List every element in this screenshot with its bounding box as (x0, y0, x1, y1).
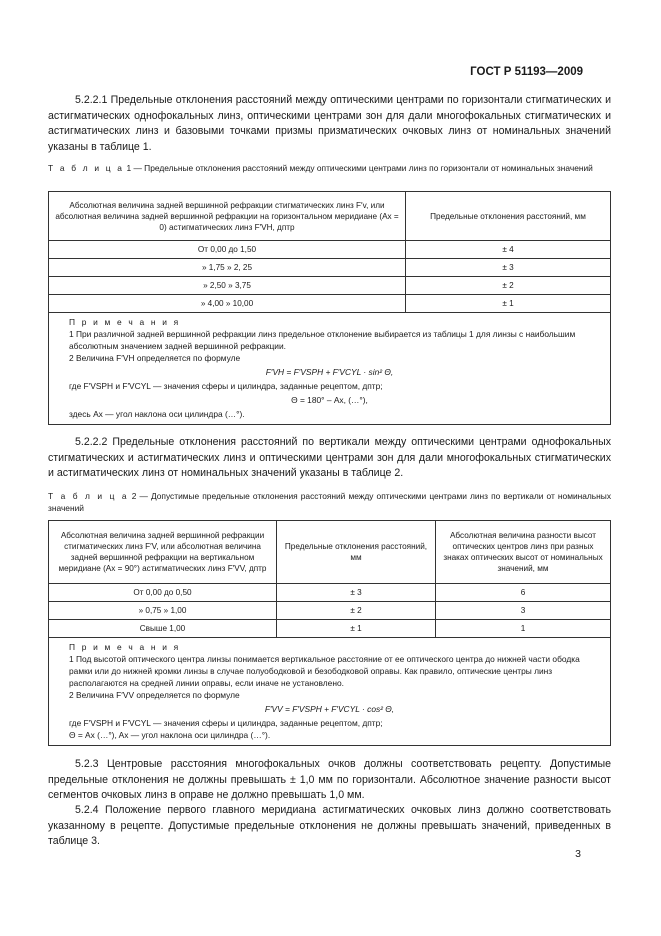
section-5-2-4: 5.2.4 Положение первого главного меридиана астигматических очковых линз должно соответствовать указанному в рецепте. Допустимые предельные отклонения не должны превышать значений, приведенных в таблице 3. (48, 804, 611, 847)
table-row (49, 584, 611, 602)
table2-tol: ± 1 (277, 620, 436, 638)
table1-range: » 1,75 » 2, 25 (49, 259, 406, 277)
table2-diff: 3 (436, 602, 611, 620)
table2-notes (49, 638, 611, 746)
table2-col2-header: Предельные отклонения расстояний, мм (277, 521, 436, 584)
section-5-2-3: 5.2.3 Центровые расстояния многофокальных очков должны соответствовать рецепту. Допустимые предельные отклонения не должны превышать ± 1,0 мм по горизонтали. Абсолютное значение разности высот сегментов очковых линз в оправе не должно превышать 1,0 мм. (48, 758, 611, 801)
table1-tol: ± 3 (406, 259, 611, 277)
page-number: 3 (575, 848, 581, 860)
table2-col3-header: Абсолютная величина разности высот оптических центров линз при разных знаках оптических высот от номинальных значений, мм (436, 521, 611, 584)
table1-tol: ± 2 (406, 277, 611, 295)
table2-range: » 0,75 » 1,00 (49, 602, 277, 620)
table1-where: где F′VSPH и F′VCYL — значения сферы и цилиндра, заданные рецептом, дптр; (69, 381, 383, 391)
table2-caption-text: 2 — Допустимые предельные отклонения расстояний между оптическими центрами линз по вертикали от номинальных значений (48, 491, 612, 513)
table-1 (48, 191, 611, 425)
table2-diff: 1 (436, 620, 611, 638)
table-row (49, 295, 611, 313)
table2-where: где F′VSPH и F′VCYL — значения сферы и цилиндра, заданные рецептом, дптр; (69, 718, 383, 728)
document-id: ГОСТ Р 51193—2009 (470, 66, 583, 78)
table1-tol: ± 1 (406, 295, 611, 313)
table2-note-2: 2 Величина F′VV определяется по формуле (69, 690, 240, 700)
table-row (49, 277, 611, 295)
table2-tol: ± 3 (277, 584, 436, 602)
table1-col1-header: Абсолютная величина задней вершинной рефракции стигматических линз F′v, или абсолютная величина задней вершинной рефракции на горизонтальном меридиане (Ax = 0) астигматических линз F′VH, дптр (49, 192, 406, 241)
table1-range: » 4,00 » 10,00 (49, 295, 406, 313)
table1-notes (49, 313, 611, 425)
table1-formula: F′VH = F′VSPH + F′VCYL · sin² Θ, (265, 367, 394, 377)
table2-theta: Θ = Ax (…°), Ax — угол наклона оси цилиндра (…°). (69, 730, 271, 740)
section-5-2-2-1: 5.2.2.1 Предельные отклонения расстояний между оптическими центрами по горизонтали стигматических и астигматических однофокальных линз, оптическими центрами зон для дали многофокальных стигматических и астигматических линз и базовыми точками призмы призматических очковых линз от номинальных значений указаны в таблице 1. (48, 94, 611, 153)
table2-notes-title: П р и м е ч а н и я (69, 642, 181, 652)
table1-caption (48, 163, 611, 175)
table-2 (48, 520, 611, 746)
table2-note-1: 1 Под высотой оптического центра линзы понимается вертикальное расстояние от ее оптического центра до нижней части ободка рамки или до нижней кромки линзы в случае полуободковой и безободковой оправы. Как правило, оптические центры линз располагаются на средней линии оправы, если иначе не установлено. (69, 654, 580, 688)
table2-diff: 6 (436, 584, 611, 602)
table-row (49, 620, 611, 638)
table1-tol: ± 4 (406, 241, 611, 259)
table1-theta: Θ = 180° – Ax, (…°), (291, 395, 368, 405)
table2-range: От 0,00 до 0,50 (49, 584, 277, 602)
table1-range: От 0,00 до 1,50 (49, 241, 406, 259)
table2-col1-header: Абсолютная величина задней вершинной рефракции стигматических линз F′V, или абсолютная величина задней вершинной рефракции на вертикальном меридиане (Ax = 90°) астигматических линз F′VV, дптр (49, 521, 277, 584)
table2-label: Т а б л и ц а (48, 491, 129, 501)
table1-note-2: 2 Величина F′VH определяется по формуле (69, 353, 241, 363)
table2-formula: F′VV = F′VSPH + F′VCYL · cos² Θ, (264, 704, 395, 714)
table1-caption-text: 1 — Предельные отклонения расстояний между оптическими центрами линз по горизонтали от номинальных значений (126, 163, 593, 173)
table1-label: Т а б л и ц а (48, 163, 125, 173)
table-row (49, 241, 611, 259)
table1-here: здесь Ax — угол наклона оси цилиндра (…°). (69, 409, 245, 419)
table2-range: Свыше 1,00 (49, 620, 277, 638)
table2-tol: ± 2 (277, 602, 436, 620)
table1-range: » 2,50 » 3,75 (49, 277, 406, 295)
table1-note-1: 1 При различной задней вершинной рефракции линз предельное отклонение выбирается из таблицы 1 для линзы с наибольшим абсолютным значением задней вершинной рефракции. (69, 329, 576, 351)
section-5-2-2-2: 5.2.2.2 Предельные отклонения расстояний по вертикали между оптическими центрами однофокальных стигматических и астигматических линз и оптическими центрами зон для дали многофокальных стигматических и астигматических линз от номинальных значений указаны в таблице 2. (48, 436, 611, 479)
table2-caption (48, 491, 611, 514)
table-row (49, 602, 611, 620)
table1-notes-title: П р и м е ч а н и я (69, 317, 181, 327)
table-row (49, 259, 611, 277)
table1-col2-header: Предельные отклонения расстояний, мм (406, 192, 611, 241)
